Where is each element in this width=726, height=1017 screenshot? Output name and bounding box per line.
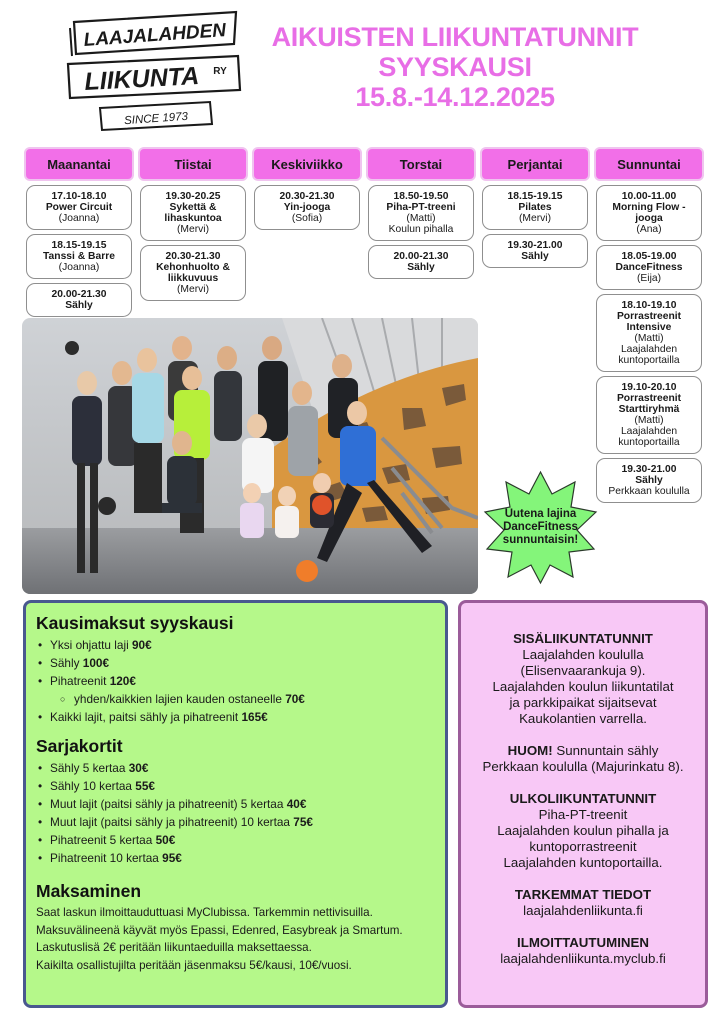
class-slot: [26, 185, 132, 230]
class-detail: Perkkaan koululla: [608, 486, 690, 497]
day-column: [138, 147, 248, 301]
outdoor-heading: ULKOLIIKUNTATUNNIT: [509, 791, 657, 806]
class-detail: (Joanna): [58, 262, 100, 273]
class-time: 18.05-19.00: [621, 251, 677, 262]
class-slot: [26, 283, 132, 317]
class-time: 20.00-21.30: [393, 251, 449, 262]
card-price: 95€: [162, 851, 182, 865]
class-name: Porrastreenit Starttiryhmä: [616, 393, 682, 415]
class-detail: Laajalahden kuntoportailla: [618, 426, 680, 448]
card-item: [36, 777, 435, 795]
class-slot: [596, 245, 702, 290]
day-header: Torstai: [366, 147, 476, 181]
indoor-line: Laajalahden koululla: [522, 647, 644, 662]
card-label: Muut lajit (paitsi sähly ja pihatreenit) 10 kertaa: [50, 815, 294, 829]
class-detail: Koulun pihalla: [388, 224, 454, 235]
class-detail: (Sofia): [291, 213, 323, 224]
day-header: Sunnuntai: [594, 147, 704, 181]
day-column: [252, 147, 362, 230]
logo-line2: LIIKUNTA: [83, 62, 200, 96]
signup-info: [467, 935, 699, 967]
group-photo-illustration: [22, 318, 478, 594]
class-time: 18.10-19.10: [621, 300, 677, 311]
class-detail: (Matti): [406, 213, 436, 224]
note-line1: [467, 743, 699, 759]
card-item: [36, 795, 435, 813]
class-time: 19.30-21.00: [621, 464, 677, 475]
card-price: 40€: [286, 797, 307, 811]
logo-graphic: [60, 8, 250, 133]
day-header: Keskiviikko: [252, 147, 362, 181]
signup-heading: ILMOITTAUTUMINEN: [517, 935, 649, 950]
outdoor-line: Piha-PT-treenit: [538, 807, 628, 822]
class-detail: (Mervi): [176, 284, 210, 295]
payment-line: Saat laskun ilmoittauduttuasi MyClubissa. Tarkemmin nettivisuilla.: [36, 906, 373, 919]
day-column: [366, 147, 476, 279]
class-time: 20.00-21.30: [51, 289, 107, 300]
title-line3: 15.8.-14.12.2025: [355, 82, 555, 112]
weekly-schedule: [24, 147, 706, 497]
badge-line1: Uutena lajina: [504, 508, 577, 520]
class-slot: [596, 376, 702, 454]
card-item: [36, 813, 435, 831]
card-item: [36, 759, 435, 777]
payment-line: Laskutuslisä 2€ peritään liikuntaeduilla maksettaessa.: [36, 941, 312, 954]
class-name: Sähly: [407, 262, 435, 273]
badge-text: [483, 508, 598, 547]
class-name: Kehonhuolto & liikkuvuus: [156, 262, 230, 284]
class-name: Sykettä & lihaskuntoa: [164, 202, 222, 224]
outdoor-line: kuntoporrastreenit: [529, 839, 637, 854]
class-name: DanceFitness: [615, 262, 683, 273]
class-time: 17.10-18.10: [51, 191, 107, 202]
class-slot: [596, 458, 702, 503]
class-detail: (Ana): [636, 224, 662, 235]
class-detail: (Matti): [634, 415, 664, 426]
card-price: 75€: [293, 815, 313, 829]
class-time: 18.15-19.15: [51, 240, 107, 251]
class-name: Porrastreenit Intensive: [616, 311, 682, 333]
title-line2: SYYSKAUSI: [378, 52, 532, 82]
club-logo: [60, 8, 250, 133]
card-item: [36, 831, 435, 849]
class-time: 18.50-19.50: [393, 191, 449, 202]
class-time: 18.15-19.15: [507, 191, 563, 202]
fee-price: 90€: [131, 638, 152, 652]
indoor-heading: SISÄLIIKUNTATUNNIT: [513, 631, 653, 646]
class-slot: [26, 234, 132, 279]
badge-line2: DanceFitness: [503, 521, 578, 533]
website-link[interactable]: laajalahdenliikunta.fi: [523, 903, 643, 918]
class-name: Morning Flow - jooga: [612, 202, 686, 224]
fee-price: 120€: [109, 674, 136, 688]
season-fees-heading: Kausimaksut syyskausi: [36, 613, 234, 633]
card-label: Sähly 5 kertaa: [50, 761, 129, 775]
card-label: Muut lajit (paitsi sähly ja pihatreenit) 5 kertaa: [50, 797, 287, 811]
card-price: 55€: [135, 779, 155, 793]
card-price: 30€: [128, 761, 149, 775]
logo-ry: RY: [213, 66, 227, 77]
class-slot: [596, 185, 702, 241]
class-time: 20.30-21.30: [165, 251, 221, 262]
note-text: Sunnuntain sähly: [552, 743, 659, 758]
indoor-line: ja parkkipaikat sijaitsevat: [509, 695, 657, 710]
outdoor-info: [467, 791, 699, 871]
fee-item: [36, 708, 435, 726]
fee-item: [36, 672, 435, 690]
payment-line: Kaikilta osallistujilta peritään jäsenmaksu 5€/kausi, 10€/vuosi.: [36, 958, 352, 972]
punch-cards-heading: Sarjakortit: [36, 736, 123, 756]
new-class-badge: [483, 470, 598, 585]
indoor-line: Kaukolantien varrella.: [519, 711, 647, 726]
class-time: 19.10-20.10: [621, 382, 677, 393]
indoor-line: Laajalahden koulun liikuntatilat: [492, 679, 674, 694]
info-panel: [458, 600, 708, 1008]
class-detail: (Mervi): [518, 213, 552, 224]
card-label: Pihatreenit 10 kertaa: [50, 851, 163, 865]
title-line1: AIKUISTEN LIIKUNTATUNNIT: [271, 22, 639, 52]
outdoor-line: Laajalahden kuntoportailla.: [503, 855, 663, 870]
class-slot: [596, 294, 702, 372]
class-name: Sähly: [521, 251, 549, 262]
class-slot: [140, 185, 246, 241]
class-slot: [482, 234, 588, 268]
class-name: Yin-jooga: [283, 202, 331, 213]
day-header: Perjantai: [480, 147, 590, 181]
prices-panel: [23, 600, 448, 1008]
payment-heading: Maksaminen: [36, 881, 142, 901]
day-column: [594, 147, 704, 503]
class-detail: (Matti): [634, 333, 664, 344]
season-fees-list: [36, 636, 435, 726]
card-item: [36, 849, 435, 867]
fee-label: Pihatreenit: [50, 674, 110, 688]
class-detail: (Mervi): [176, 224, 210, 235]
note-line2: Perkkaan koululla (Majurinkatu 8).: [482, 759, 684, 774]
fee-item: [36, 690, 435, 708]
logo-line1: LAAJALAHDEN: [83, 20, 227, 51]
sunday-note: [467, 743, 699, 775]
day-column: [480, 147, 590, 268]
class-slot: [254, 185, 360, 230]
outdoor-line: Laajalahden koulun pihalla ja: [497, 823, 669, 838]
note-label: HUOM!: [507, 743, 553, 758]
card-price: 50€: [155, 833, 176, 847]
class-time: 19.30-21.00: [507, 240, 563, 251]
fee-label: yhden/kaikkien lajien kauden ostaneelle: [74, 692, 286, 706]
class-slot: [482, 185, 588, 230]
page-title: [255, 22, 655, 112]
day-column: [24, 147, 134, 317]
day-header: Tiistai: [138, 147, 248, 181]
class-name: Sähly: [635, 475, 663, 486]
fee-item: [36, 636, 435, 654]
logo-since: SINCE 1973: [123, 110, 189, 128]
class-slot: [368, 185, 474, 241]
fee-price: 165€: [241, 710, 268, 724]
class-time: 20.30-21.30: [279, 191, 335, 202]
card-label: Sähly 10 kertaa: [50, 779, 136, 793]
punch-cards-list: [36, 759, 435, 867]
indoor-info: [467, 631, 699, 727]
fee-price: 100€: [82, 656, 110, 670]
class-time: 19.30-20.25: [165, 191, 221, 202]
class-detail: (Eija): [636, 273, 662, 284]
payment-text: [36, 904, 435, 974]
badge-line3: sunnuntaisin!: [502, 534, 579, 546]
day-header: Maanantai: [24, 147, 134, 181]
class-slot: [368, 245, 474, 279]
fee-label: Kaikki lajit, paitsi sähly ja pihatreenit: [50, 710, 242, 724]
fee-label: Sähly: [50, 656, 83, 670]
more-info: [467, 887, 699, 919]
group-photo: [22, 318, 478, 594]
payment-line: Maksuvälineenä käyvät myös Epassi, Edenred, Easybreak ja Smartum.: [36, 923, 403, 937]
fee-price: 70€: [285, 692, 305, 706]
class-name: Power Circuit: [45, 202, 113, 213]
class-detail: Laajalahden kuntoportailla: [618, 344, 680, 366]
class-time: 10.00-11.00: [621, 191, 677, 202]
indoor-line: (Elisenvaarankuja 9).: [520, 663, 646, 678]
fee-item: [36, 654, 435, 672]
class-name: Piha-PT-treeni: [386, 202, 456, 213]
class-name: Pilates: [518, 202, 552, 213]
more-info-heading: TARKEMMAT TIEDOT: [514, 887, 652, 902]
fee-label: Yksi ohjattu laji: [50, 638, 132, 652]
class-detail: (Joanna): [58, 213, 100, 224]
class-name: Tanssi & Barre: [43, 251, 115, 262]
class-name: Sähly: [65, 300, 93, 311]
class-slot: [140, 245, 246, 301]
signup-link[interactable]: laajalahdenliikunta.myclub.fi: [500, 951, 666, 966]
card-label: Pihatreenit 5 kertaa: [50, 833, 156, 847]
